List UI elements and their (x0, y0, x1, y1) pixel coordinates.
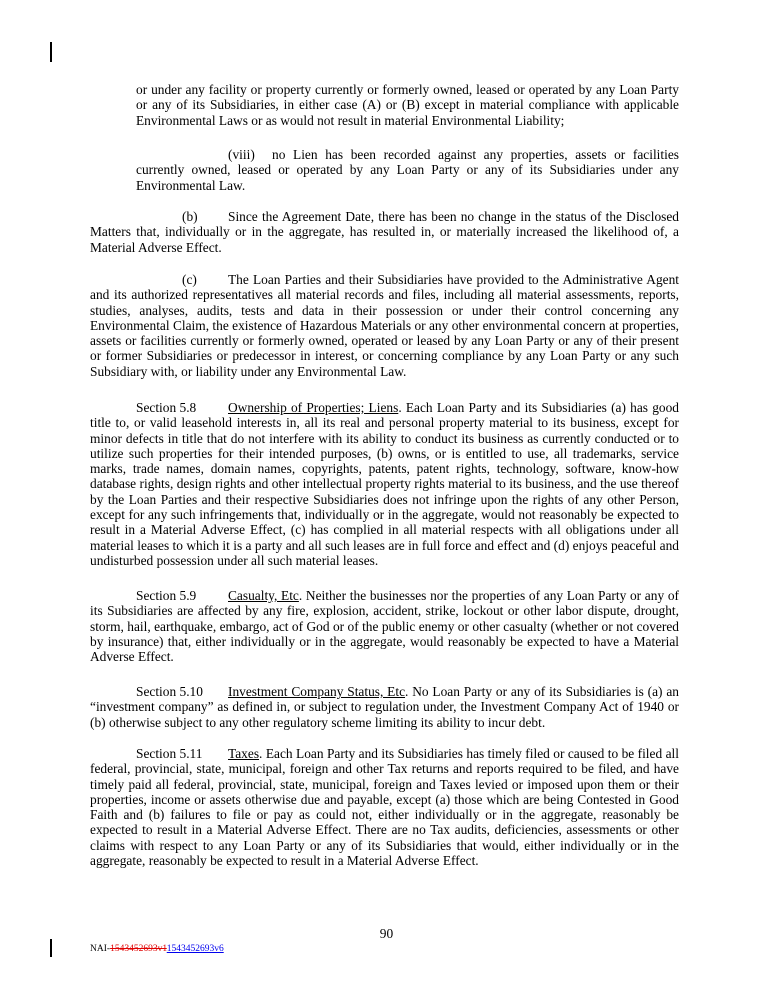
paragraph-vii-continuation (136, 82, 679, 128)
section-5-11 (90, 746, 679, 868)
section-number: Section 5.11 (136, 746, 203, 761)
section-number: Section 5.9 (136, 588, 197, 603)
document-id-footer (90, 944, 224, 954)
doc-id-deleted: 1543452693v1 (110, 944, 167, 954)
section-text: . Each Loan Party and its Subsidiaries has timely filed or caused to be filed all federal, provincial, state, municipal, foreign and other Tax returns and reports required to be filed, and have timely paid all federal, provincial, state, municipal, foreign and Taxes levied or imposed upon them or their properties, income or assets otherwise due and payable, except (a) those which are being Contested in Good Faith and (b) failures to file or pay as could not, either individually or in the aggregate, reasonably be expected to result in a Material Adverse Effect. There are no Tax audits, deficiencies, assessments or other claims with respect to any Loan Party or any of its Subsidiaries that would, either individually or in the aggregate, reasonably be expected to result in a Material Adverse Effect. (90, 746, 679, 869)
section-text: . Neither the businesses nor the properties of any Loan Party or any of its Subsidiaries are affected by any fire, explosion, accident, strike, lockout or other labor dispute, drought, storm, hail, earthquake, embargo, act of God or of the public enemy or other casualty (whether or not covered by insurance) that, either individually or in the aggregate, would reasonably be expected to have a Material Adverse Effect. (90, 588, 679, 665)
change-bar-top (50, 42, 52, 62)
paragraph-c (90, 272, 679, 379)
paragraph-text: or under any facility or property currently or formerly owned, leased or operated by any Loan Party or any of its Subsidiaries, in either case (A) or (B) except in material compliance with applicable Environmental Laws or as would not result in material Environmental Liability; (136, 82, 679, 128)
paragraph-text: The Loan Parties and their Subsidiaries have provided to the Administrative Agent and its authorized representatives all material records and files, including all material assessments, reports, studies, analyses, audits, tests and data in their possession or under their control concerning any Environmental Claim, the existence of Hazardous Materials or any other environmental concern at properties, assets or facilities currently or formerly owned, operated or leased by any Loan Party or any of their present or former Subsidiaries or predecessor in interest, or concerning compliance by any Loan Party or any such Subsidiary with, or liability under any Environmental Law. (90, 272, 679, 379)
paragraph-b (90, 209, 679, 255)
page-number: 90 (379, 926, 394, 941)
section-heading: Taxes (228, 746, 260, 761)
section-text: . No Loan Party or any of its Subsidiaries is (a) an “investment company” as defined in, or subject to regulation under, the Investment Company Act of 1940 or (b) otherwise subject to any other regulatory scheme limiting its ability to incur debt. (90, 684, 679, 730)
section-heading: Investment Company Status, Etc (228, 684, 406, 699)
section-heading: Casualty, Etc (228, 588, 299, 603)
doc-id-inserted: 1543452693v6 (166, 944, 224, 954)
section-5-9 (90, 588, 679, 664)
paragraph-label: (c) (182, 272, 197, 287)
section-5-10 (90, 684, 679, 730)
paragraph-text: Since the Agreement Date, there has been no change in the status of the Disclosed Matters that, individually or in the aggregate, has resulted in, or materially increased the likelihood of, a Material Adverse Effect. (90, 209, 679, 255)
paragraph-label: (viii) (228, 147, 255, 162)
section-5-8 (90, 400, 679, 568)
paragraph-viii (136, 147, 679, 193)
paragraph-text: no Lien has been recorded against any properties, assets or facilities currently owned, leased or operated by any Loan Party or any of its Subsidiaries under any Environmental Law. (136, 147, 679, 193)
paragraph-label: (b) (182, 209, 198, 224)
section-number: Section 5.8 (136, 400, 197, 415)
change-bar-bottom (50, 939, 52, 957)
doc-id-prefix: NAI- (90, 944, 111, 954)
section-heading: Ownership of Properties; Liens (228, 400, 399, 415)
section-text: . Each Loan Party and its Subsidiaries (a) has good title to, or valid leasehold interests in, all its real and personal property material to its business, except for minor defects in title that do not interfere with its ability to conduct its business as currently conducted or to utilize such properties for their intended purposes, (b) owns, or is entitled to use, all trademarks, service marks, trade names, domain names, copyrights, patents, patent rights, technology, software, know-how database rights, design rights and other intellectual property rights material to its business, and the use thereof by the Loan Parties and their respective Subsidiaries does not infringe upon the rights of any other Person, except for any such infringements that, individually or in the aggregate, would not reasonably be expected to result in a Material Adverse Effect, (c) has complied in all material respects with all obligations under all material leases to which it is a party and all such leases are in full force and effect and (d) enjoys peaceful and undisturbed possession under all such material leases. (90, 400, 679, 568)
section-number: Section 5.10 (136, 684, 203, 699)
